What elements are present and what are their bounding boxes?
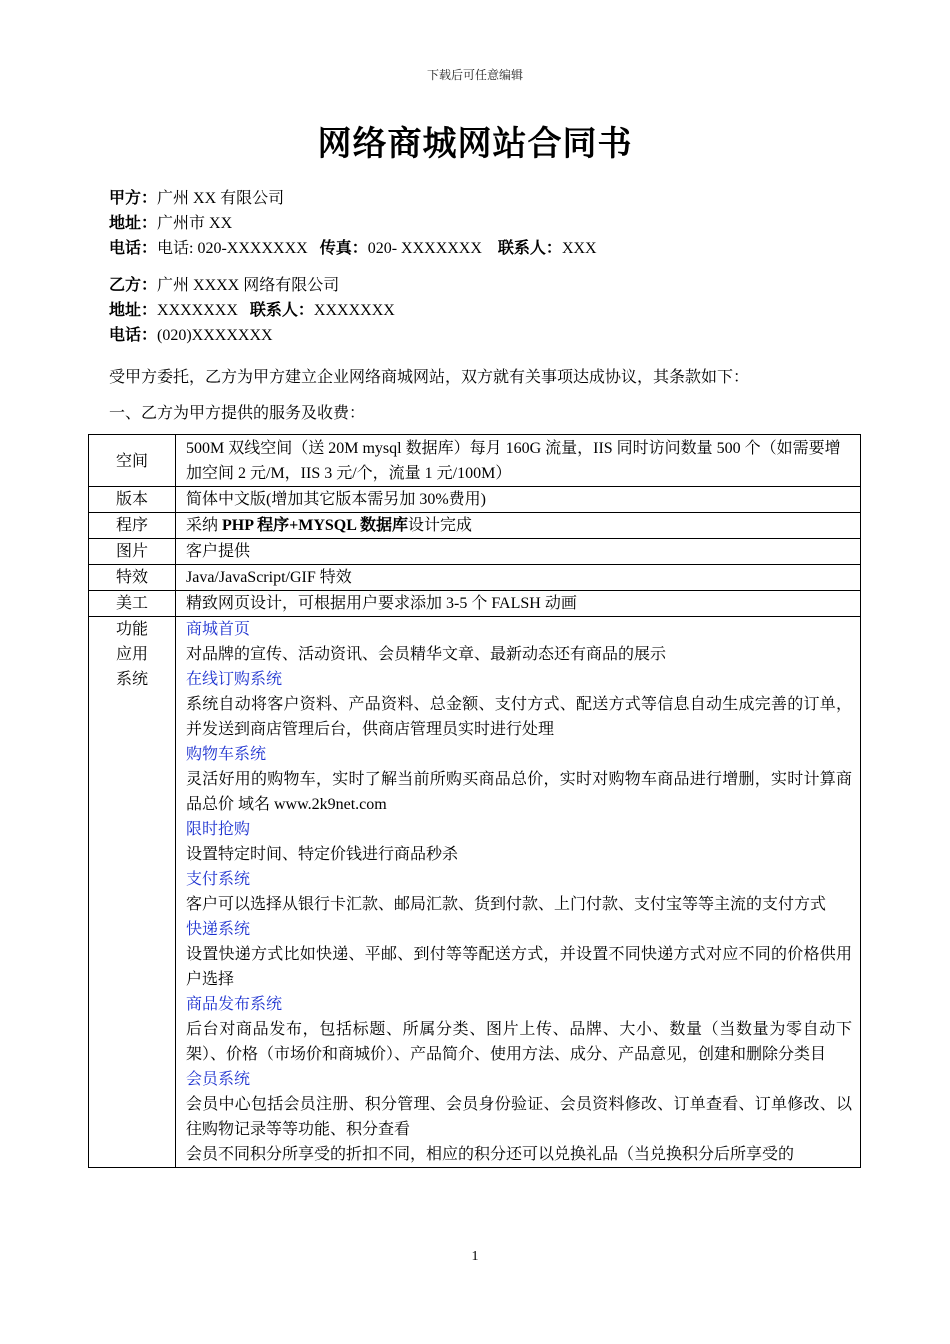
party-b-address-label: 地址：	[109, 302, 158, 319]
party-a-name-label: 甲方：	[109, 190, 158, 207]
party-b-contact: XXXXXXX	[313, 302, 395, 319]
module-desc: 设置快递方式比如快递、平邮、到付等等配送方式，并设置不同快递方式对应不同的价格供用户选择	[186, 946, 852, 988]
row-value-image: 客户提供	[176, 539, 861, 565]
row-key-version: 版本	[89, 487, 176, 513]
func-key-line: 应用	[115, 646, 148, 663]
party-b-name-line	[109, 273, 395, 298]
intro-paragraph: 受甲方委托，乙方为甲方建立企业网络商城网站，双方就有关事项达成协议，其条款如下：	[109, 369, 750, 386]
service-table	[88, 434, 861, 1168]
module-title: 购物车系统	[186, 746, 267, 763]
module-desc: 客户可以选择从银行卡汇款、邮局汇款、货到付款、上门付款、支付宝等等主流的支付方式	[186, 896, 827, 913]
party-a-address: 广州市 XX	[157, 215, 233, 232]
module-title: 支付系统	[186, 871, 251, 888]
party-a-name-line	[109, 186, 597, 211]
party-b-name-label: 乙方：	[109, 277, 158, 294]
table-row	[89, 435, 861, 487]
party-a-block	[109, 186, 597, 261]
program-prefix: 采纳	[186, 517, 223, 534]
party-a-name: 广州 XX 有限公司	[157, 190, 285, 207]
party-b-phone-label: 电话：	[109, 327, 158, 344]
row-key-functions	[89, 617, 176, 1168]
table-row	[89, 539, 861, 565]
table-row	[89, 513, 861, 539]
func-key-line: 系统	[115, 671, 148, 688]
party-a-fax: 020- XXXXXXX	[367, 240, 482, 257]
document-title: 网络商城网站合同书	[317, 126, 633, 163]
module-desc: 灵活好用的购物车，实时了解当前所购买商品总价，实时对购物车商品进行增删，实时计算商品总价 域名 www.2k9net.com	[186, 771, 852, 813]
table-row	[89, 565, 861, 591]
module-title: 限时抢购	[186, 821, 251, 838]
member-extra-text: 会员不同积分所享受的折扣不同，相应的积分还可以兑换礼品（当兑换积分后所享受的	[186, 1146, 795, 1163]
module-title: 商城首页	[186, 621, 251, 638]
row-value-version: 简体中文版(增加其它版本需另加 30%费用)	[176, 487, 861, 513]
row-value-functions	[176, 617, 861, 1168]
row-value-space: 500M 双线空间（送 20M mysql 数据库）每月 160G 流量，IIS 同时访问数量 500 个（如需要增加空间 2 元/M，IIS 3 元/个，流量 1 元/100M）	[176, 435, 861, 487]
page-number: 1	[471, 1249, 479, 1264]
party-b-phone: (020)XXXXXXX	[157, 327, 273, 344]
table-row	[89, 487, 861, 513]
module-desc: 设置特定时间、特定价钱进行商品秒杀	[186, 846, 459, 863]
row-key-effect: 特效	[89, 565, 176, 591]
module-desc: 系统自动将客户资料、产品资料、总金额、支付方式、配送方式等信息自动生成完善的订单，并发送到商店管理后台，供商店管理员实时进行处理	[186, 696, 852, 738]
party-b-block	[109, 273, 395, 348]
party-a-address-label: 地址：	[109, 215, 158, 232]
party-b-address-line	[109, 298, 395, 323]
row-key-program: 程序	[89, 513, 176, 539]
module-title: 在线订购系统	[186, 671, 283, 688]
party-a-contact-label: 联系人：	[497, 240, 562, 257]
party-a-fax-label: 传真：	[319, 240, 368, 257]
row-key-space: 空间	[89, 435, 176, 487]
module-title: 商品发布系统	[186, 996, 283, 1013]
module-title: 快递系统	[186, 921, 251, 938]
party-b-address: XXXXXXX	[157, 302, 238, 319]
program-tech: PHP 程序+MYSQL 数据库	[222, 517, 409, 534]
party-a-phone-label: 电话：	[109, 240, 158, 257]
party-b-contact-label: 联系人：	[249, 302, 314, 319]
module-title: 会员系统	[186, 1071, 251, 1088]
row-key-image: 图片	[89, 539, 176, 565]
module-desc: 后台对商品发布，包括标题、所属分类、图片上传、品牌、大小、数量（当数量为零自动下架）、价格（市场价和商城价）、产品简介、使用方法、成分、产品意见，创建和删除分类目	[186, 1021, 852, 1063]
section-heading: 一、乙方为甲方提供的服务及收费：	[109, 405, 366, 422]
row-key-art: 美工	[89, 591, 176, 617]
party-b-phone-line	[109, 323, 395, 348]
row-value-effect: Java/JavaScript/GIF 特效	[176, 565, 861, 591]
party-a-phone: 电话: 020-XXXXXXX	[157, 240, 308, 257]
func-key-line: 功能	[115, 621, 148, 638]
table-row	[89, 617, 861, 1168]
row-value-program	[176, 513, 861, 539]
party-a-contact: XXX	[561, 240, 597, 257]
party-a-address-line	[109, 211, 597, 236]
row-value-art: 精致网页设计，可根据用户要求添加 3-5 个 FALSH 动画	[176, 591, 861, 617]
party-b-name: 广州 XXXX 网络有限公司	[157, 277, 340, 294]
module-desc: 对品牌的宣传、活动资讯、会员精华文章、最新动态还有商品的展示	[186, 646, 667, 663]
program-suffix: 设计完成	[408, 517, 473, 534]
header-note: 下载后可任意编辑	[426, 68, 523, 82]
table-row	[89, 591, 861, 617]
party-a-phone-line	[109, 236, 597, 261]
module-desc: 会员中心包括会员注册、积分管理、会员身份验证、会员资料修改、订单查看、订单修改、以往购物记录等等功能、积分查看	[186, 1096, 852, 1138]
